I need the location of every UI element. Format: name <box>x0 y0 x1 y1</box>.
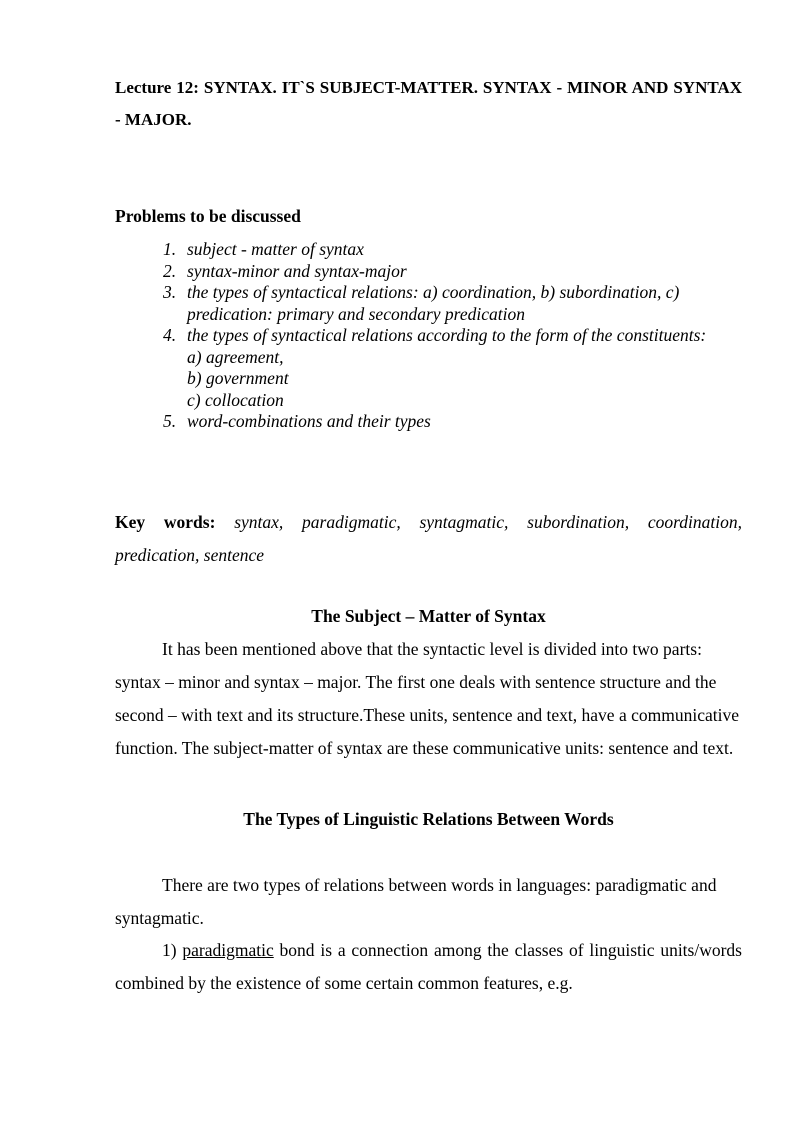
list-number: 2. <box>163 260 177 281</box>
key-words-list: syntax, paradigmatic, syntagmatic, subordination, coordination, predication, sentence <box>115 512 743 565</box>
lecture-title: Lecture 12: SYNTAX. IT`S SUBJECT-MATTER. SYNTAX - MINOR AND SYNTAX - MAJOR. <box>115 78 742 129</box>
term-paradigmatic: paradigmatic <box>182 940 274 960</box>
paragraph-subject-matter: It has been mentioned above that the syntactic level is divided into two parts: syntax – minor and syntax – major. The first one deals with sentence structure and the second – with text and its structure.These units, sentence and text, have a communicative function. The subject-matter of syntax are these communicative units: sentence and text. <box>115 639 739 758</box>
sub-item-agreement: a) agreement, <box>187 346 284 367</box>
list-item <box>163 325 743 411</box>
list-item <box>163 239 743 261</box>
key-words-label: Key words: <box>115 512 216 532</box>
list-item-text: syntax-minor and syntax-major <box>187 260 407 281</box>
sub-item-collocation: c) collocation <box>187 389 284 410</box>
key-words <box>115 506 742 572</box>
list-number: 5. <box>163 411 177 431</box>
list-item-text: the types of syntactical relations: a) coordination, b) subordination, c) predication: primary and secondary predication <box>187 282 680 324</box>
paragraph-prefix: 1) <box>162 940 183 960</box>
list-item-text: the types of syntactical relations according to the form of the constituents: <box>187 325 707 345</box>
list-number: 4. <box>163 325 177 345</box>
paragraph-paradigmatic <box>115 934 742 1000</box>
list-number: 3. <box>163 282 177 302</box>
list-item-text: word-combinations and their types <box>187 411 431 431</box>
section-heading-linguistic-relations: The Types of Linguistic Relations Between Words <box>243 809 614 829</box>
list-number: 1. <box>163 239 177 259</box>
sub-item-government: b) government <box>187 368 289 388</box>
problems-list <box>163 239 743 433</box>
list-item <box>163 282 743 325</box>
list-item <box>163 261 743 283</box>
problems-heading: Problems to be discussed <box>115 206 301 226</box>
paragraph-rest: bond is a connection among the classes of linguistic units/words combined by the existence of some certain common features, e.g. <box>115 940 742 993</box>
list-item <box>163 411 743 433</box>
list-item-text: subject - matter of syntax <box>187 239 364 259</box>
paragraph-relation-types: There are two types of relations between words in languages: paradigmatic and syntagmatic. <box>115 875 717 928</box>
section-heading-subject-matter: The Subject – Matter of Syntax <box>311 606 546 626</box>
